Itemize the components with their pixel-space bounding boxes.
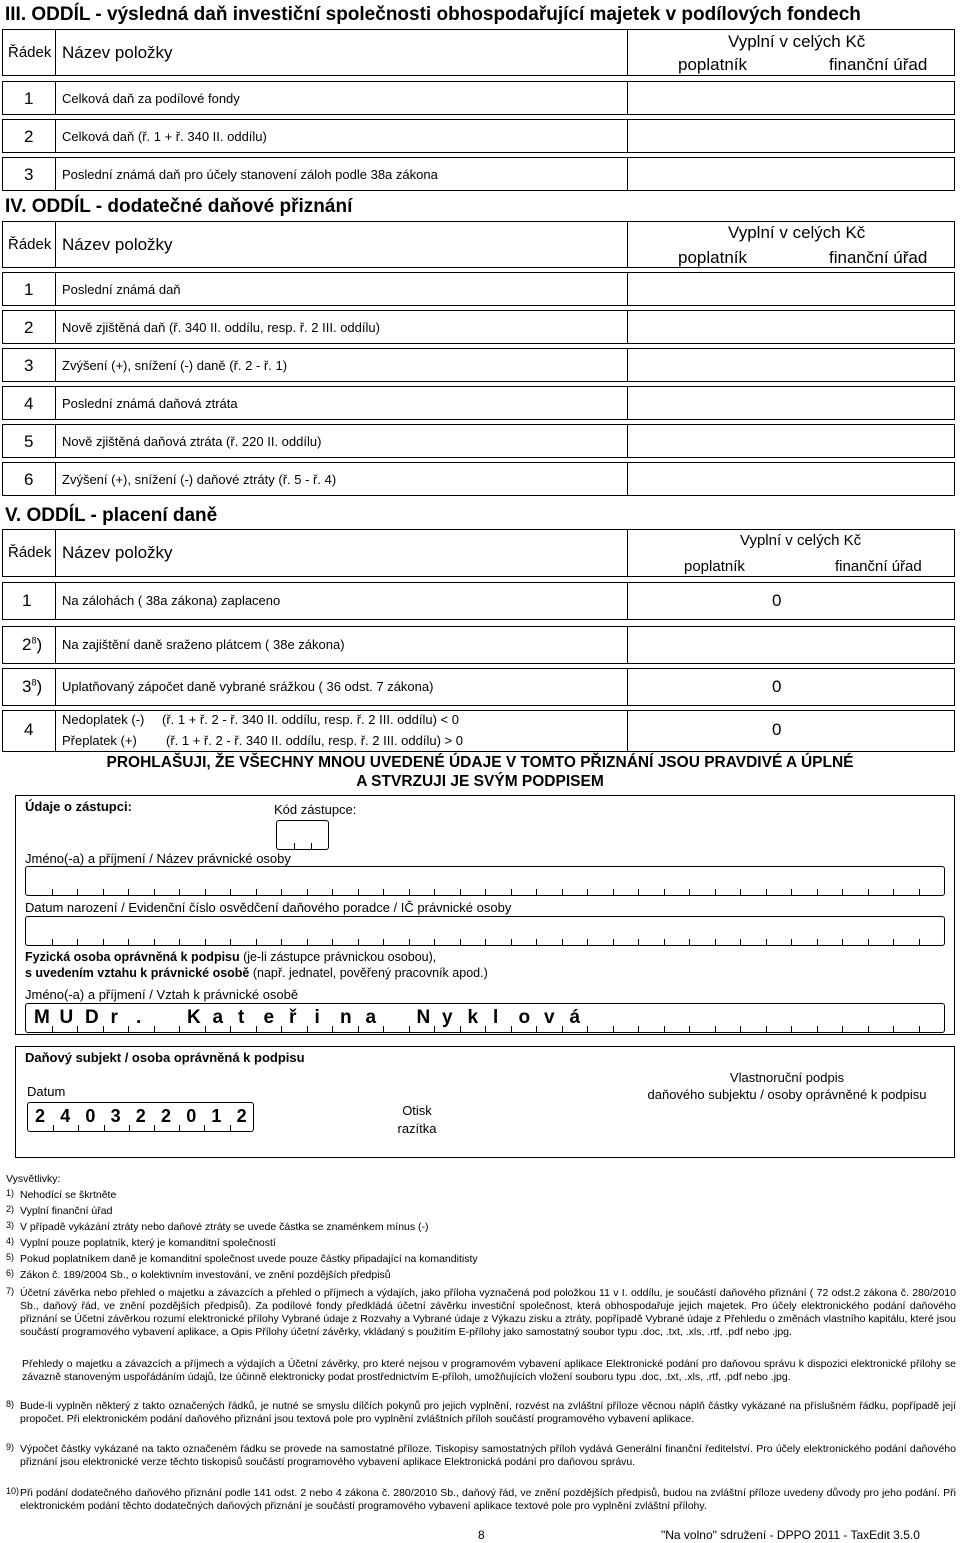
subject-date-char: 4 xyxy=(60,1106,71,1126)
rep-fyz-bold2: s uvedením vztahu k právnické osobě xyxy=(25,966,250,980)
note-text: Účetní závěrka nebo přehled o majetku a závazcích a přehled o příjmech a výdajích, jako příloha vyznačená pod položkou 11 v I. oddílu, je součástí daňového přiznání ( 72 odst.2 zákona č. 280/2010 Sb., daňový řád, ve znění pozdějších předpisů). Za podílové fondy předkládá účetní závěrku investiční společnost, která obhospodařuje jejich majetek. Pro účely elektronického podání daňového přiznání se Účetní závěrkou rozumí elektronické přílohy Vybrané údaje z Rozvahy a Vybrané údaje z Výkazu zisku a ztráty, popřípadě Vybrané údaje z Přehledu o změnách vlastního kapitálu, které jsou součástí programového vybavení aplikace, a Opis Přílohy účetní závěrky, vkládaný s použitím E-přílohy jako samostatný soubor typu .doc, .txt, .xls, .rtf, .pdf nebo .jpg. xyxy=(20,1287,956,1338)
rep-rel-char: a xyxy=(212,1007,224,1028)
section5-row-num: $3^8$) xyxy=(22,677,43,696)
note-text: Vyplní pouze poplatník, který je komanditní společností xyxy=(20,1237,276,1249)
rep-rel-char: o xyxy=(518,1007,531,1028)
rep-dob-field[interactable] xyxy=(25,916,945,946)
section4-row-value[interactable] xyxy=(628,386,954,420)
declaration-line1: PROHLAŠUJI, ŽE VŠECHNY MNOU UVEDENÉ ÚDAJE V TOMTO PŘIZNÁNÍ JSOU PRAVDIVÉ A ÚPLNÉ xyxy=(106,754,854,771)
note-text: Nehodící se škrtněte xyxy=(20,1189,117,1201)
footer-credit: "Na volno" sdružení - DPPO 2011 - TaxEdit 3.5.0 xyxy=(661,1528,920,1542)
note-num: 10) xyxy=(6,1486,20,1496)
rep-fyz-line2 xyxy=(25,966,488,980)
section5-col-office: finanční úřad xyxy=(835,558,922,575)
subject-date-char: 3 xyxy=(110,1106,121,1126)
section4-row-value[interactable] xyxy=(628,272,954,306)
note-num: 9) xyxy=(6,1442,15,1452)
note-text: Přehledy o majetku a závazcích a příjmech a výdajích a Účetní závěrky, pro které nejsou v programovém vybavení aplikace Elektronické podání pro daňovou správu k dispozici elektronické přílohy se závazně stanoveným uspořádáním údajů, lze účinně elektronicky podat prostřednictvím E-příloh, umožňujících vložení souboru typu .doc, .txt, .xls, .rtf, .pdf nebo .jpg. xyxy=(22,1358,956,1383)
section3-row-label: Celková daň (ř. 1 + ř. 340 II. oddílu) xyxy=(62,129,267,144)
section3-title: III. ODDÍL - výsledná daň investiční společnosti obhospodařující majetek v podílových fondech xyxy=(5,4,861,25)
note-text: Vyplní finanční úřad xyxy=(20,1205,113,1217)
section5-row-label: Uplatňovaný zápočet daně vybrané srážkou ( 36 odst. 7 zákona) xyxy=(62,679,434,694)
subject-date-char: 0 xyxy=(186,1106,197,1126)
page-number: 8 xyxy=(478,1528,485,1542)
section5-row-num-sup: 8 xyxy=(31,677,37,688)
rep-rel-char: k xyxy=(467,1007,479,1028)
subject-date-char: 2 xyxy=(135,1106,146,1126)
subject-date-char: 2 xyxy=(236,1106,247,1126)
rep-rel-char: . xyxy=(136,1007,142,1028)
section5-row-label: Na zálohách ( 38a zákona) zaplaceno xyxy=(62,593,281,608)
section4-row-num: 2 xyxy=(24,318,34,337)
section3-col-payer: poplatník xyxy=(678,55,747,74)
section5-row-num-text: 1 xyxy=(22,591,32,610)
rep-rel-char: U xyxy=(59,1007,74,1028)
rep-title: Údaje o zástupci: xyxy=(25,799,132,814)
subject-date-char: 1 xyxy=(211,1106,222,1126)
section3-col-fill: Vyplní v celých Kč xyxy=(728,32,866,51)
note-num: 1) xyxy=(6,1188,15,1198)
note-text: Výpočet částky vykázané na takto označeném řádku se provede na samostatné příloze. Tiskopisy samostatných příloh vydává Generální finanční ředitelství. Pro účely elektronického podání daňového přiznání jsou elektronické verze těchto tiskopisů součástí programového vybavení aplikace Elektronická podání pro daňovou správu. xyxy=(20,1443,956,1468)
section4-col-payer: poplatník xyxy=(678,248,747,267)
section5-row4-l1b: (ř. 1 + ř. 2 - ř. 340 II. oddílu, resp. ř. 2 III. oddílu) < 0 xyxy=(162,712,459,727)
rep-rel-label: Jméno(-a) a příjmení / Vztah k právnické osobě xyxy=(25,987,299,1002)
rep-name-field[interactable] xyxy=(25,866,945,896)
signature-label xyxy=(632,1069,942,1103)
section4-col-office: finanční úřad xyxy=(829,248,928,267)
section5-title: V. ODDÍL - placení daně xyxy=(5,505,218,526)
subject-date-char: 2 xyxy=(35,1106,46,1126)
section5-row-num-sup: 8 xyxy=(31,635,37,646)
rep-rel-char: M xyxy=(34,1007,50,1028)
subject-date-char: 2 xyxy=(161,1106,172,1126)
section4-row-num: 1 xyxy=(24,280,34,299)
section3-row-num: 2 xyxy=(24,127,34,146)
rep-rel-char: t xyxy=(238,1007,245,1028)
rep-fyz-line1 xyxy=(25,950,436,964)
rep-rel-char: y xyxy=(442,1007,453,1028)
rep-rel-char: K xyxy=(187,1007,201,1028)
section5-col-name: Název položky xyxy=(62,543,173,562)
declaration-line2: A STVRZUJI JE SVÝM PODPISEM xyxy=(356,773,604,790)
subject-date-char: 0 xyxy=(85,1106,96,1126)
section5-col-row: Řádek xyxy=(8,544,52,561)
rep-rel-field[interactable] xyxy=(25,1003,945,1033)
section5-row4-l1a: Nedoplatek (-) xyxy=(62,712,145,727)
section3-row-value[interactable] xyxy=(628,119,954,153)
section4-col-row: Řádek xyxy=(8,236,52,253)
note-num: 8) xyxy=(6,1399,15,1409)
rep-rel-char: v xyxy=(544,1007,555,1028)
sign-l2: daňového subjektu / osoby oprávněné k podpisu xyxy=(647,1087,927,1102)
section3-row-value[interactable] xyxy=(628,81,954,115)
note-num: 7) xyxy=(6,1286,15,1296)
rep-rel-char: i xyxy=(314,1007,320,1028)
section3-row-label: Poslední známá daň pro účely stanovení záloh podle 38a zákona xyxy=(62,167,438,182)
section5-row-value[interactable]: 0 xyxy=(772,677,782,696)
section5-row4-value[interactable]: 0 xyxy=(772,720,782,739)
rep-rel-char: a xyxy=(365,1007,377,1028)
note-num: 5) xyxy=(6,1252,15,1262)
section3-col-name: Název položky xyxy=(62,43,173,62)
note-num: 2) xyxy=(6,1204,15,1214)
notes-title: Vysvětlivky: xyxy=(6,1173,61,1185)
subject-date-field[interactable] xyxy=(27,1102,254,1132)
rep-rel-char: N xyxy=(416,1007,431,1028)
section4-col-fill: Vyplní v celých Kč xyxy=(728,223,866,242)
subject-title: Daňový subjekt / osoba oprávněná k podpisu xyxy=(25,1050,305,1065)
note-num: 6) xyxy=(6,1268,15,1278)
rep-name-label: Jméno(-a) a příjmení / Název právnické osoby xyxy=(25,851,291,866)
note-text: V případě vykázání ztráty nebo daňové ztráty se uvede částka se znaménkem mínus (-) xyxy=(20,1221,429,1233)
section5-row4-num: 4 xyxy=(24,720,34,739)
section4-row-num: 3 xyxy=(24,356,34,375)
stamp-label xyxy=(392,1102,442,1138)
section4-row-label: Zvýšení (+), snížení (-) daně (ř. 2 - ř. 1) xyxy=(62,358,288,373)
rep-fyz-rest2: (např. jednatel, pověřený pracovník apod.) xyxy=(249,966,488,980)
rep-rel-char: l xyxy=(493,1007,499,1028)
rep-rel-char: á xyxy=(569,1007,581,1028)
section5-col-payer: poplatník xyxy=(684,558,745,575)
section4-row-label: Poslední známá daň xyxy=(62,282,181,297)
section4-row-value[interactable] xyxy=(628,348,954,382)
section5-row-label: Na zajištění daně sraženo plátcem ( 38e zákona) xyxy=(62,637,345,652)
section3-row-label: Celková daň za podílové fondy xyxy=(62,91,240,106)
section5-row-num xyxy=(22,591,31,611)
stamp-l1: Otisk xyxy=(402,1103,432,1118)
section5-row-num-text: 3 xyxy=(22,677,32,696)
section5-row-value[interactable]: 0 xyxy=(772,591,782,610)
stamp-l2: razítka xyxy=(397,1121,437,1136)
section3-row-num: 3 xyxy=(24,165,34,184)
section3-col-row: Řádek xyxy=(8,44,52,61)
section4-row-value[interactable] xyxy=(628,310,954,344)
rep-fyz-rest1: (je-li zástupce právnickou osobou), xyxy=(239,950,437,964)
section5-row4 xyxy=(2,710,955,752)
note-text: Zákon č. 189/2004 Sb., o kolektivním investování, ve znění pozdějších předpisů xyxy=(20,1269,391,1281)
section4-row-num: 6 xyxy=(24,470,34,489)
rep-code-label: Kód zástupce: xyxy=(274,802,357,817)
subject-date-label: Datum xyxy=(27,1084,66,1099)
section4-row-num: 5 xyxy=(24,432,34,451)
section4-title: IV. ODDÍL - dodatečné daňové přiznání xyxy=(5,196,353,217)
rep-rel-char: e xyxy=(263,1007,275,1028)
rep-code-field[interactable] xyxy=(276,820,329,850)
section4-row-label: Nově zjištěná daň (ř. 340 II. oddílu, resp. ř. 2 III. oddílu) xyxy=(62,320,380,335)
rep-rel-char: D xyxy=(85,1007,99,1028)
section4-row-value[interactable] xyxy=(628,424,954,458)
section4-row-label: Zvýšení (+), snížení (-) daňové ztráty (ř. 5 - ř. 4) xyxy=(62,472,337,487)
rep-rel-char: r xyxy=(110,1007,118,1028)
section3-row-num: 1 xyxy=(24,89,34,108)
section4-row-label: Nově zjištěná daňová ztráta (ř. 220 II. oddílu) xyxy=(62,434,322,449)
section4-row-label: Poslední známá daňová ztráta xyxy=(62,396,238,411)
section5-row4-l2a: Přeplatek (+) xyxy=(62,733,137,748)
note-text: Pokud poplatníkem daně je komanditní společnost uvede pouze částky připadající na komanditisty xyxy=(20,1253,478,1265)
section5-row-num: $2^8$) xyxy=(22,635,43,654)
note-text: Při podání dodatečného daňového přiznání podle 141 odst. 2 nebo 4 zákona č. 280/2010 Sb., daňový řád, ve znění pozdějších předpisů, budou na zvláštní příloze uvedeny důvody pro jeho podání. Při elektronickém podání těchto dodatečných daňových přiznání je součástí programového vybavení aplikace textové pole pro vyplnění zvláštní přílohy. xyxy=(20,1487,956,1512)
section4-row-num: 4 xyxy=(24,394,34,413)
rep-rel-char: ř xyxy=(289,1007,297,1028)
rep-dob-label: Datum narození / Evidenční číslo osvědčení daňového poradce / IČ právnické osoby xyxy=(25,900,512,915)
note-num: 3) xyxy=(6,1220,15,1230)
section4-row-value[interactable] xyxy=(628,462,954,496)
note-num: 4) xyxy=(6,1236,15,1246)
rep-fyz-bold1: Fyzická osoba oprávněná k podpisu xyxy=(25,950,240,964)
section4-col-name: Název položky xyxy=(62,235,173,254)
rep-rel-char: n xyxy=(340,1007,352,1028)
section3-col-office: finanční úřad xyxy=(829,55,928,74)
section5-row-num-text: 2 xyxy=(22,635,32,654)
note-text: Bude-li vyplněn některý z takto označených řádků, je nutné se smyslu dílčích pokynů pro jejich vyplnění, rozvést na zvláštní příloze věcnou náplň částky vykázané na příslušném řádku, popřípadě její propočet. Při elektronickém podání daňového přiznání jsou textová pole pro vyplnění zvláštních příloh součástí programového vybavení aplikace. xyxy=(20,1400,956,1425)
section5-row4-l2b: (ř. 1 + ř. 2 - ř. 340 II. oddílu, resp. ř. 2 III. oddílu) > 0 xyxy=(166,733,463,748)
section5-col-fill: Vyplní v celých Kč xyxy=(740,532,862,549)
section3-row-value[interactable] xyxy=(628,157,954,191)
sign-l1: Vlastnoruční podpis xyxy=(729,1070,845,1085)
